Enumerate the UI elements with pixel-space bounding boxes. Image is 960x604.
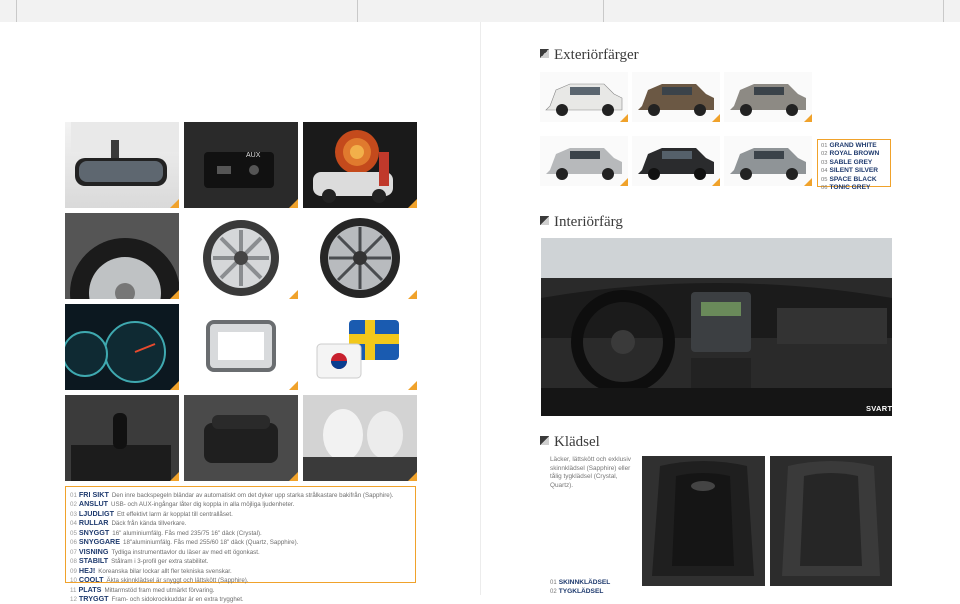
feature-caption <box>70 567 411 576</box>
car-space-black <box>632 136 720 186</box>
feature-num: 06 <box>70 539 77 547</box>
exterior-heading <box>540 47 639 64</box>
feature-caption <box>70 557 411 566</box>
color-num: 03 <box>821 159 828 166</box>
interior-color-label: SVART <box>866 404 892 413</box>
tire-illustration <box>65 213 179 299</box>
feature-caption <box>70 500 411 509</box>
photo-aux-usb <box>184 122 298 208</box>
feature-title: LJUDLIGT <box>78 508 115 518</box>
top-bar <box>0 0 960 22</box>
leather-seat-illustration <box>642 456 765 586</box>
feature-num: 12 <box>70 595 77 603</box>
top-bar-tick <box>16 0 17 22</box>
feature-caption <box>70 548 411 557</box>
upholstery-num: 01 <box>550 580 557 586</box>
feature-num: 01 <box>70 492 77 499</box>
upholstery-name: SKINNKLÄDSEL <box>558 579 611 586</box>
car-corner-marker <box>712 178 720 186</box>
car-corner-marker <box>804 178 812 186</box>
photo-instrument-cluster <box>65 304 179 390</box>
feature-num: 02 <box>70 501 77 509</box>
feature-text: Tydliga instrumenttavlor du läser av med ett ögonkast. <box>111 548 260 556</box>
heading-marker <box>540 436 549 445</box>
photo-rim-16 <box>184 213 298 299</box>
feature-num: 09 <box>70 567 77 575</box>
interior-heading-text: Interiörfärg <box>554 214 623 230</box>
top-bar-tick <box>603 0 604 22</box>
car-corner-marker <box>620 114 628 122</box>
feature-title: SNYGGARE <box>78 537 121 547</box>
exterior-heading-text: Exteriörfärger <box>554 47 639 63</box>
armrest-illustration <box>184 395 298 481</box>
car-illustration <box>540 136 628 186</box>
color-name: TONIC GREY <box>829 184 871 192</box>
color-num: 01 <box>821 143 828 149</box>
feature-text: Mittarmstöd fram med utmärkt förvaring. <box>104 586 215 594</box>
photo-rearview-mirror <box>65 122 179 208</box>
car-corner-marker <box>620 178 628 186</box>
feature-caption <box>70 538 411 547</box>
interior-heading <box>540 214 623 231</box>
frame-illustration <box>184 304 298 390</box>
heading-marker <box>540 216 549 225</box>
feature-title: TRYGGT <box>78 593 109 603</box>
feature-num: 04 <box>70 520 77 528</box>
photo-interior-dashboard <box>541 238 892 416</box>
feature-caption <box>70 595 411 604</box>
car-royal-brown <box>632 72 720 122</box>
feature-text: Stålram i 3-profil ger extra stabilitet. <box>111 558 209 566</box>
upholstery-num: 02 <box>550 588 557 595</box>
feature-text: USB- och AUX-ingångar låter dig koppla in alla möjliga ljudenheter. <box>111 501 295 509</box>
puzzle-illustration <box>303 304 417 390</box>
color-name: GRAND WHITE <box>829 142 877 149</box>
color-item <box>821 159 890 167</box>
photo-corner-marker <box>408 290 417 299</box>
photo-leather-seat <box>642 456 765 586</box>
feature-caption <box>70 586 411 595</box>
feature-num: 11 <box>70 586 77 594</box>
car-silent-silver <box>540 136 628 186</box>
photo-gear-lever <box>65 395 179 481</box>
feature-text: Koreanska bilar lockar allt fler tekniska svenskar. <box>98 567 232 575</box>
car-grand-white <box>540 72 628 122</box>
photo-rim-18 <box>303 213 417 299</box>
photo-alarm <box>303 122 417 208</box>
feature-title: PLATS <box>78 584 102 594</box>
upholstery-heading-text: Klädsel <box>554 434 600 450</box>
color-item <box>821 167 890 175</box>
upholstery-name: TYGKLÄDSEL <box>558 587 604 595</box>
feature-num: 03 <box>70 510 77 518</box>
feature-caption <box>70 510 411 519</box>
photo-corner-marker <box>289 381 298 390</box>
upholstery-list <box>550 579 610 596</box>
feature-caption <box>70 491 411 500</box>
airbag-illustration <box>303 395 417 481</box>
upholstery-item <box>550 579 610 588</box>
photo-corner-marker <box>289 199 298 208</box>
rim-16-illustration <box>184 213 298 299</box>
feature-title: COOLT <box>78 575 104 585</box>
top-bar-tick <box>357 0 358 22</box>
feature-text: Ett effektivt larm är kopplat till centrallåset. <box>117 510 233 518</box>
photo-corner-marker <box>408 472 417 481</box>
aux-label: AUX <box>246 152 261 159</box>
color-name: SABLE GREY <box>829 158 873 166</box>
feature-num: 08 <box>70 558 77 566</box>
color-item <box>821 142 890 150</box>
feature-text: Den inre backspegeln bländar av automatiskt om det dyker upp starka strålkastare bakifrån (Sapphire). <box>111 492 394 499</box>
aux-illustration <box>184 122 298 208</box>
photo-puzzle <box>303 304 417 390</box>
heading-marker <box>540 49 549 58</box>
photo-corner-marker <box>170 472 179 481</box>
feature-text: 18"aluminiumfälg. Fås med 255/60 18" däck (Quartz, Sapphire). <box>123 539 299 547</box>
photo-corner-marker <box>170 381 179 390</box>
feature-num: 07 <box>70 548 77 556</box>
feature-caption <box>70 529 411 538</box>
cluster-illustration <box>65 304 179 390</box>
feature-text: Äkta skinnklädsel är snyggt och lättskött (Sapphire). <box>106 577 249 585</box>
color-num: 02 <box>821 151 828 158</box>
color-name: SPACE BLACK <box>829 175 877 183</box>
color-num: 06 <box>821 185 828 192</box>
photo-corner-marker <box>289 472 298 481</box>
page-spine <box>480 22 481 595</box>
feature-text: Fram- och sidokrockkuddar är en extra trygghet. <box>111 595 244 603</box>
feature-title: VISNING <box>78 546 109 556</box>
feature-text: 16" aluminiumfälg. Fås med 235/75 16" däck (Crystal). <box>112 529 262 537</box>
mirror-illustration <box>65 122 179 208</box>
gear-illustration <box>65 395 179 481</box>
feature-num: 05 <box>70 529 77 537</box>
dashboard-illustration <box>541 238 892 416</box>
upholstery-description: Läcker, lättskött och exklusiv skinnklädsel (Sapphire) eller tålig tygklädsel (Crystal, Quartz). <box>550 456 631 489</box>
feature-title: ANSLUT <box>78 499 109 509</box>
photo-corner-marker <box>170 290 179 299</box>
photo-corner-marker <box>408 199 417 208</box>
photo-airbags <box>303 395 417 481</box>
car-illustration <box>724 136 812 186</box>
feature-captions <box>65 486 416 603</box>
photo-tire <box>65 213 179 299</box>
color-num: 05 <box>821 176 828 183</box>
photo-frame <box>184 304 298 390</box>
rim-18-illustration <box>303 213 417 299</box>
photo-corner-marker <box>170 199 179 208</box>
car-illustration <box>724 72 812 122</box>
photo-armrest <box>184 395 298 481</box>
feature-title: STABILT <box>78 556 109 566</box>
fabric-seat-illustration <box>770 456 892 586</box>
color-name: SILENT SILVER <box>829 167 879 175</box>
photo-corner-marker <box>289 290 298 299</box>
feature-text: Däck från kända tillverkare. <box>111 520 187 528</box>
car-corner-marker <box>804 114 812 122</box>
feature-caption <box>70 576 411 585</box>
car-sable-grey <box>724 72 812 122</box>
feature-title: RULLAR <box>78 518 109 528</box>
car-illustration <box>540 72 628 122</box>
top-bar-tick <box>943 0 944 22</box>
color-item <box>821 184 890 192</box>
color-num: 04 <box>821 168 828 175</box>
feature-title: HEJ! <box>78 565 96 575</box>
upholstery-heading <box>540 434 600 451</box>
feature-title: FRI SIKT <box>78 490 109 499</box>
alarm-illustration <box>303 122 417 208</box>
feature-caption <box>70 519 411 528</box>
car-corner-marker <box>712 114 720 122</box>
color-item <box>821 176 890 184</box>
photo-fabric-seat <box>770 456 892 586</box>
color-item <box>821 150 890 158</box>
car-tonic-grey <box>724 136 812 186</box>
photo-corner-marker <box>408 381 417 390</box>
car-illustration <box>632 72 720 122</box>
exterior-color-list <box>817 139 891 192</box>
feature-title: SNYGGT <box>78 527 110 537</box>
color-name: ROYAL BROWN <box>829 150 880 158</box>
feature-num: 10 <box>70 577 77 585</box>
car-illustration <box>632 136 720 186</box>
